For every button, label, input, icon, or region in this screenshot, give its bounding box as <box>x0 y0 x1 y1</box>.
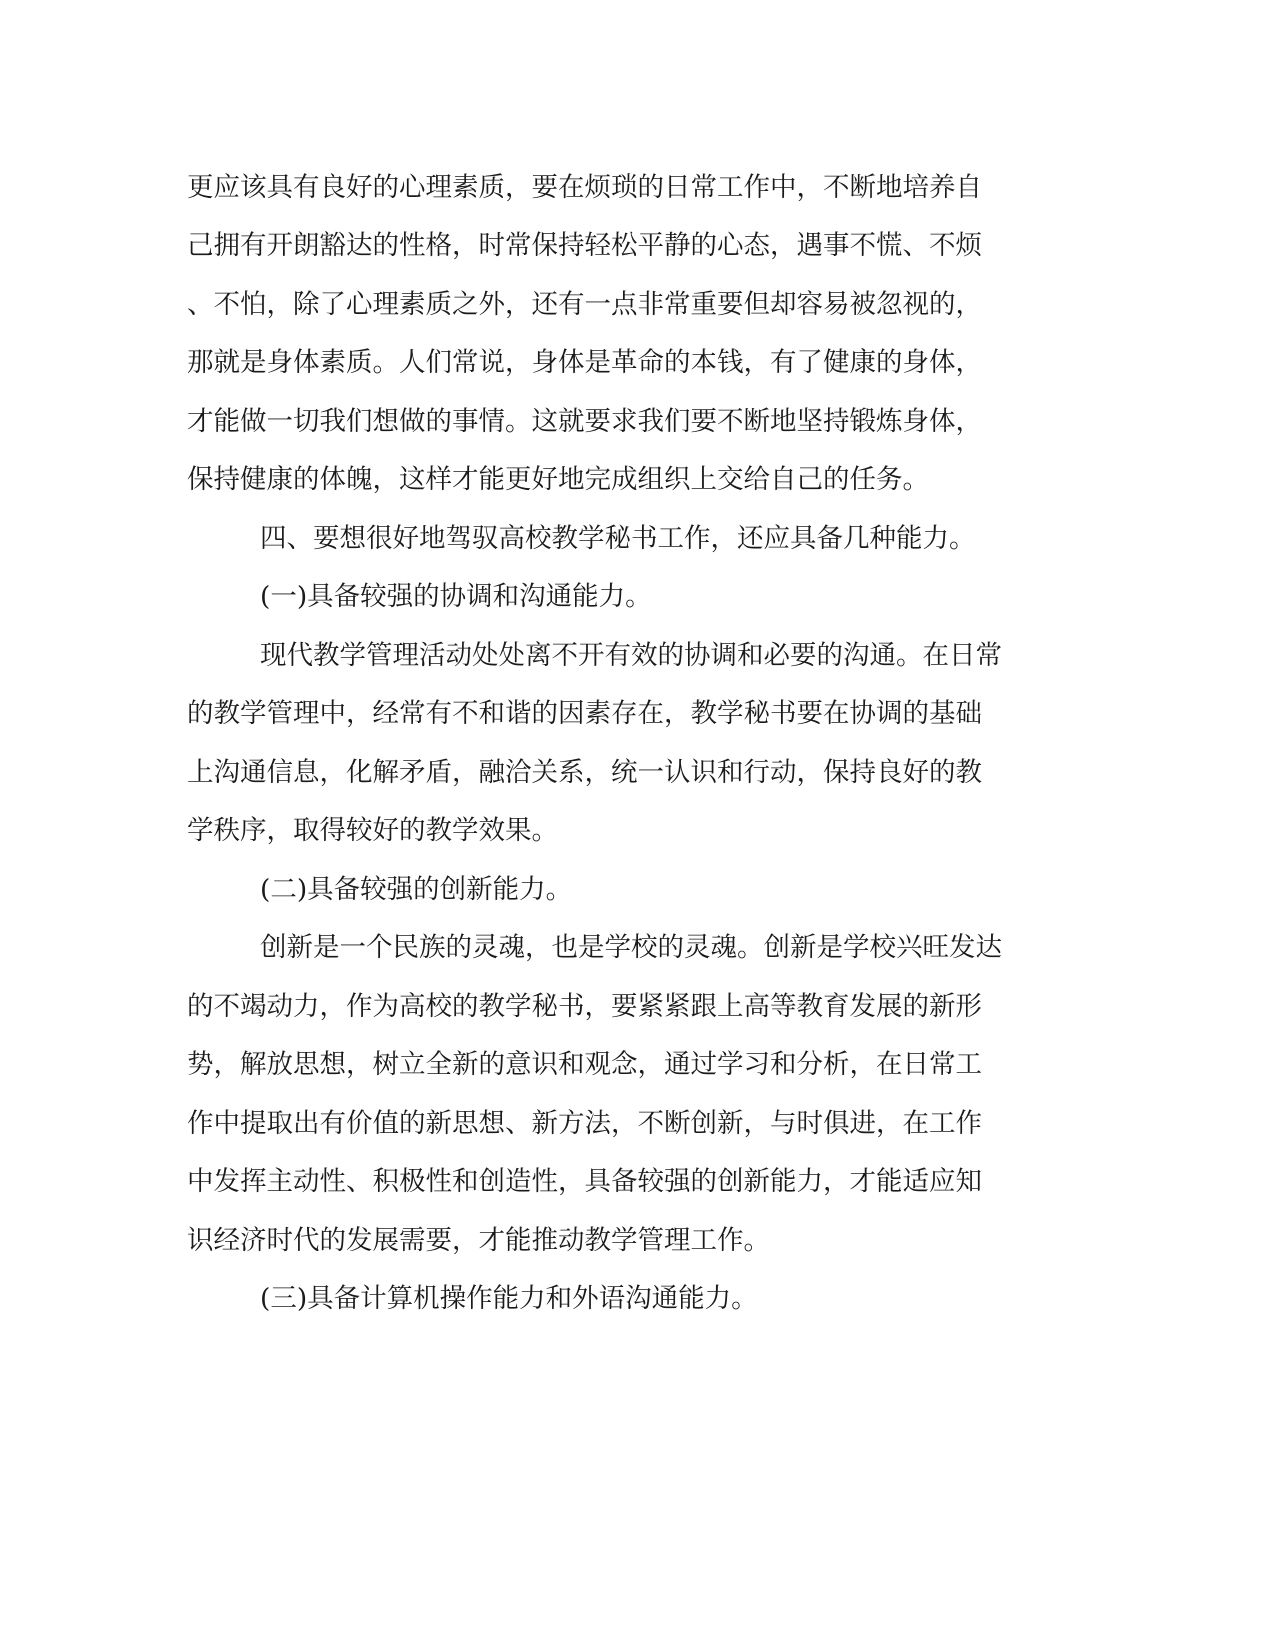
text-line: 识经济时代的发展需要，才能推动教学管理工作。 <box>187 1225 770 1256</box>
text-line: 己拥有开朗豁达的性格，时常保持轻松平静的心态，遇事不慌、不烦 <box>187 230 982 261</box>
section-heading: 四、要想很好地驾驭高校教学秘书工作，还应具备几种能力。 <box>260 523 976 554</box>
text-line: 中发挥主动性、积极性和创造性，具备较强的创新能力，才能适应知 <box>187 1166 982 1197</box>
subsection-heading: (二)具备较强的创新能力。 <box>260 874 573 905</box>
text-line: 作中提取出有价值的新思想、新方法，不断创新，与时俱进，在工作 <box>187 1108 982 1139</box>
text-line: 、不怕，除了心理素质之外，还有一点非常重要但却容易被忽视的， <box>187 289 982 320</box>
text-line: 才能做一切我们想做的事情。这就要求我们要不断地坚持锻炼身体， <box>187 406 982 437</box>
subsection-heading: (三)具备计算机操作能力和外语沟通能力。 <box>260 1283 758 1314</box>
text-line: 现代教学管理活动处处离不开有效的协调和必要的沟通。在日常 <box>260 640 1002 671</box>
text-line: 更应该具有良好的心理素质，要在烦琐的日常工作中，不断地培养自 <box>187 172 982 203</box>
text-line: 保持健康的体魄，这样才能更好地完成组织上交给自己的任务。 <box>187 464 929 495</box>
text-line: 的教学管理中，经常有不和谐的因素存在，教学秘书要在协调的基础 <box>187 698 982 729</box>
text-line: 势，解放思想，树立全新的意识和观念，通过学习和分析，在日常工 <box>187 1049 982 1080</box>
text-line: 上沟通信息，化解矛盾，融洽关系，统一认识和行动，保持良好的教 <box>187 757 982 788</box>
text-line: 学秩序，取得较好的教学效果。 <box>187 815 558 846</box>
text-line: 那就是身体素质。人们常说，身体是革命的本钱，有了健康的身体， <box>187 347 982 378</box>
text-line: 的不竭动力，作为高校的教学秘书，要紧紧跟上高等教育发展的新形 <box>187 991 982 1022</box>
text-line: 创新是一个民族的灵魂，也是学校的灵魂。创新是学校兴旺发达 <box>260 932 1002 963</box>
subsection-heading: (一)具备较强的协调和沟通能力。 <box>260 581 652 612</box>
